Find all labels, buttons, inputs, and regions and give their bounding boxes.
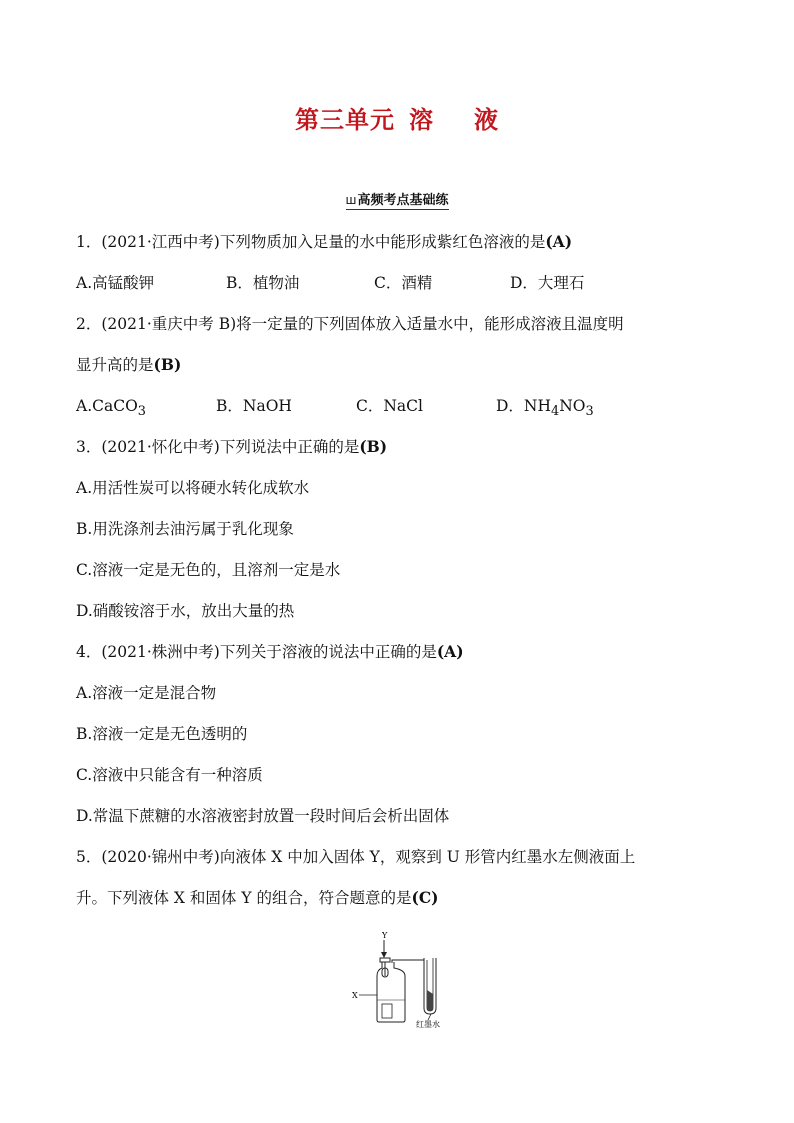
q3-option-b: B.用洗涤剂去油污属于乳化现象	[76, 520, 294, 538]
label-y: Y	[382, 931, 388, 940]
page-title	[0, 100, 794, 135]
q1-stem	[76, 230, 726, 271]
q2-option-c: C．NaCl	[356, 397, 423, 415]
q2-options	[76, 394, 726, 435]
q1-answer: (A)	[545, 232, 573, 251]
title-part-2: 溶	[409, 106, 434, 134]
q3-option-c: C.溶液一定是无色的，且溶剂一定是水	[76, 561, 341, 579]
q2-answer: (B)	[153, 355, 182, 374]
title-part-3: 液	[474, 106, 499, 134]
inner-tube	[382, 1004, 392, 1018]
q1-option-b: B．植物油	[226, 274, 300, 292]
q3-option-d: D.硝酸铵溶于水，放出大量的热	[76, 602, 295, 620]
q4-option-d: D.常温下蔗糖的水溶液密封放置一段时间后会析出固体	[76, 807, 450, 825]
arrow-head	[381, 952, 387, 958]
apparatus-diagram	[348, 928, 458, 1028]
q2-option-d-subscript-1: 4	[551, 404, 560, 420]
stopper	[380, 958, 390, 962]
q5-answer: (C)	[411, 888, 439, 907]
q2-option-d-mid: NO	[559, 397, 586, 415]
section-heading	[0, 189, 794, 210]
q4-option-c: C.溶液中只能含有一种溶质	[76, 766, 263, 784]
q4-stem-text: 4．(2021·株洲中考)下列关于溶液的说法中正确的是	[76, 643, 437, 661]
q2-option-a	[76, 394, 216, 435]
q2-option-a-subscript: 3	[137, 404, 147, 420]
q2-option-d	[496, 394, 594, 435]
q4-stem	[76, 640, 726, 681]
label-red-ink: 红墨水	[416, 1020, 440, 1028]
q2-stem-line-1: 2．(2021·重庆中考 B)将一定量的下列固体放入适量水中，能形成溶液且温度明	[76, 315, 624, 333]
title-part-1: 第三单元	[295, 106, 395, 134]
q3-stem-text: 3．(2021·怀化中考)下列说法中正确的是	[76, 438, 360, 456]
q2-option-a-text: A.CaCO	[76, 397, 138, 415]
q1-options	[76, 271, 726, 312]
q1-option-c: C．酒精	[374, 274, 433, 292]
q4-option-b: B.溶液一定是无色透明的	[76, 725, 248, 743]
q3-option-a: A.用活性炭可以将硬水转化成软水	[76, 479, 310, 497]
flask	[377, 962, 405, 1022]
q4-answer: (A)	[436, 642, 464, 661]
q2-stem-line-2	[76, 353, 726, 394]
q2-option-b: B．NaOH	[216, 397, 292, 415]
q4-option-a: A.溶液一定是混合物	[76, 684, 217, 702]
connecting-tube	[392, 960, 424, 963]
red-ink-fill	[427, 990, 433, 1011]
q2-stem-line-2-text: 显升高的是	[76, 356, 154, 374]
q2-option-d-text: D．NH	[496, 397, 552, 415]
q5-stem-line-1: 5．(2020·锦州中考)向液体 X 中加入固体 Y，观察到 U 形管内红墨水左侧液面上	[76, 848, 636, 866]
q3-stem	[76, 435, 726, 476]
section-heading-label-wrap	[346, 189, 449, 210]
q5-stem-line-2-text: 升。下列液体 X 和固体 Y 的组合，符合题意的是	[76, 889, 412, 907]
q1-stem-text: 1．(2021·江西中考)下列物质加入足量的水中能形成紫红色溶液的是	[76, 233, 546, 251]
question-list	[76, 230, 726, 927]
q1-option-d: D．大理石	[510, 274, 585, 292]
apparatus-figure	[348, 928, 458, 1028]
section-heading-label: 高频考点基础练	[357, 193, 449, 208]
q1-option-a: A.高锰酸钾	[76, 274, 155, 292]
q3-answer: (B)	[359, 437, 388, 456]
label-x: X	[352, 991, 358, 1000]
q5-stem-line-2	[76, 886, 726, 927]
q2-option-d-subscript-2: 3	[585, 404, 594, 420]
section-icon: ш	[345, 193, 357, 207]
